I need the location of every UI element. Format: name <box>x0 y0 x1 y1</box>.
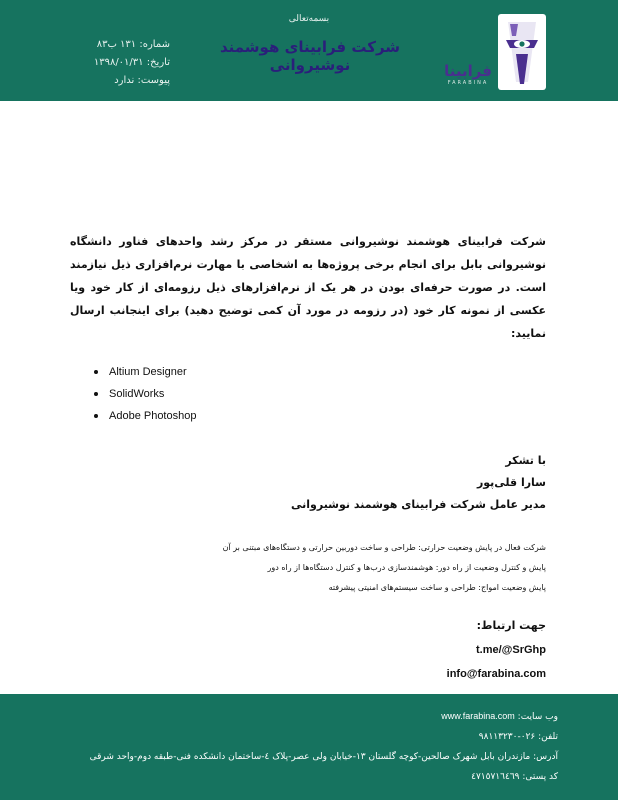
signature-role: مدیر عامل شرکت فرابینای هوشمند نوشیروانی <box>290 498 546 511</box>
contact-block <box>360 614 546 686</box>
list-item: Altium Designer <box>92 361 292 383</box>
company-logo-text <box>438 62 498 86</box>
footer-website-line <box>20 706 558 727</box>
list-item: SolidWorks <box>92 383 292 405</box>
software-list <box>92 361 292 427</box>
telegram-link[interactable]: t.me/@SrGhp <box>475 644 546 656</box>
logo-en: FARABINA <box>447 80 489 86</box>
company-activities <box>160 538 546 598</box>
website-link[interactable]: www.farabina.com <box>441 711 515 721</box>
letter-date: تاریخ: ۱۳۹۸/۰۱/۳۱ <box>93 57 170 68</box>
basmala: بسمه‌تعالی <box>288 14 330 24</box>
website-label: وب سایت: <box>517 712 558 722</box>
list-item: Adobe Photoshop <box>92 405 292 427</box>
footer-phone: تلفن: ۰۲۶-۹۸۱۱۳۲۳۰ <box>478 732 558 742</box>
footer-details <box>20 706 558 787</box>
activity-line: پایش و کنترل وضعیت از راه دور: هوشمندسازی درب‌ها و کنترل دستگاه‌ها از راه دور <box>267 563 546 572</box>
signature-block <box>260 450 546 516</box>
letter-number: شماره: ۱۳۱ ب‌۸۳ <box>96 39 170 50</box>
footer-postal-code: کد پستی: ٤٧١٥٧١٦٤٦٩ <box>471 772 558 782</box>
company-logo-icon <box>498 14 546 90</box>
eye-emblem-icon <box>498 14 546 90</box>
letterhead-footer <box>0 694 618 800</box>
letter-body-paragraph: شرکت فرابینای هوشمند نوشیروانی مستقر در مرکز رشد واحدهای فناور دانشگاه نوشیروانی بابل برای انجام برخی پروژه‌ها به اشخاصی با مهارت نرم‌افزاری ذیل نیازمند است. در صورت حرفه‌ای بودن در هر یک از نرم‌افزارهای ذیل رزومه‌ای از کار خود ویا عکسی از نمونه کار خود (در رزومه در مورد آن کمی توضیح دهید) برای اینجانب ارسال نمایید: <box>70 235 546 340</box>
letter-meta <box>40 36 170 90</box>
activity-line: پایش وضعیت امواج: طراحی و ساخت سیستم‌های امنیتی پیشرفته <box>328 583 546 592</box>
signature-name: سارا قلی‌پور <box>476 476 546 489</box>
logo-fa: فرابینا <box>444 62 492 80</box>
letterhead-header <box>0 0 618 101</box>
footer-address: آدرس: مازندران بابل شهرک صالحین-کوچه گلستان ۱۳-خیابان ولی عصر-پلاک ٤-ساختمان دانشکده فنی-طبقه دوم-واحد شرقی <box>89 752 558 762</box>
activity-line: شرکت فعال در پایش وضعیت حرارتی: طراحی و ساخت دوربین حرارتی و دستگاه‌های مبتنی بر آن <box>222 543 546 552</box>
contact-title: جهت ارتباط: <box>476 619 546 632</box>
letter-attachment: پیوست: ندارد <box>114 75 170 86</box>
email-link[interactable]: info@farabina.com <box>446 668 546 680</box>
signature-thanks: با تشکر <box>505 454 546 467</box>
company-title: شرکت فرابینای هوشمند نوشیروانی <box>219 38 401 74</box>
